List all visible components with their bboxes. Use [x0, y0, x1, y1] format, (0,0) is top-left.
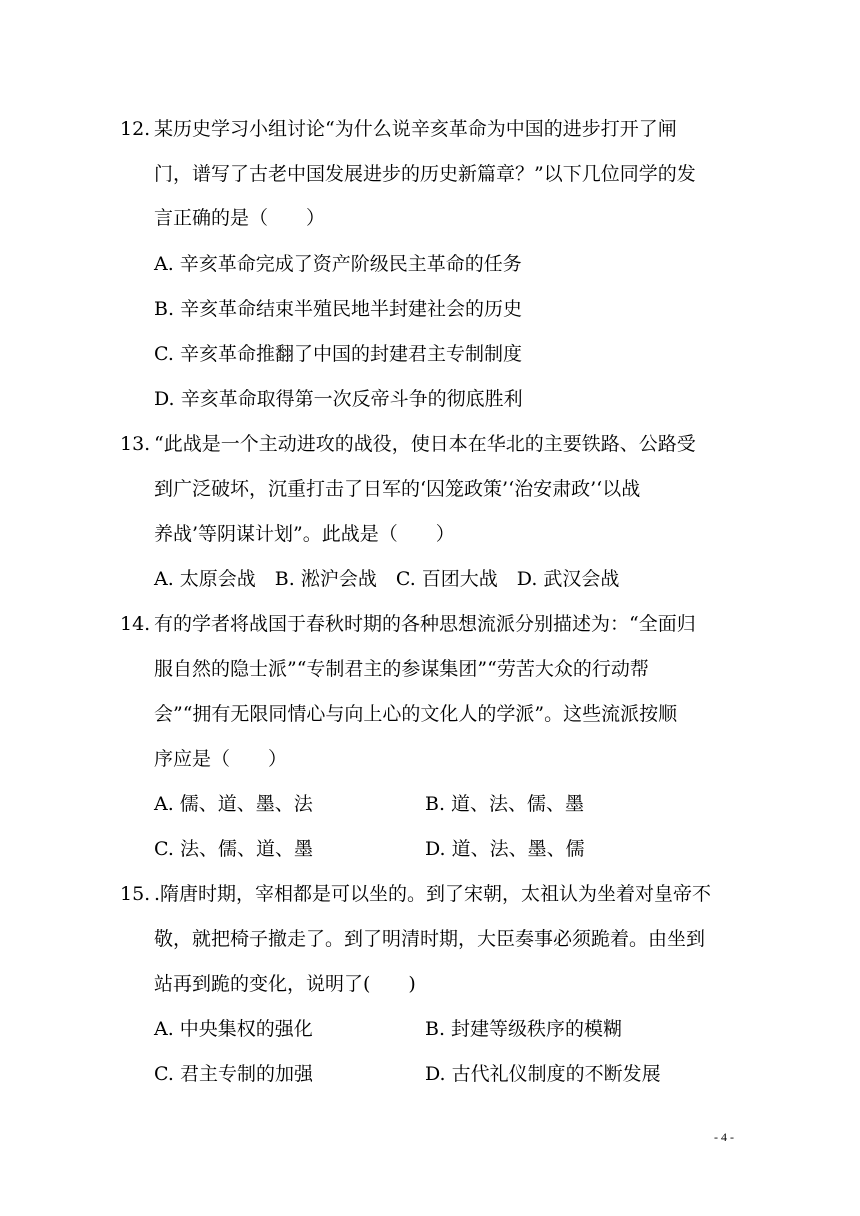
- page-number: - 4 -: [714, 1130, 734, 1144]
- option-a: A. 中央集权的强化: [154, 1018, 313, 1040]
- option-c: C. 辛亥革命推翻了中国的封建君主专制制度: [154, 343, 522, 365]
- question-text-line: 门，谱写了古老中国发展进步的历史新篇章？”以下几位同学的发: [154, 163, 696, 185]
- question-number: 13.: [120, 433, 151, 455]
- option-d: D. 辛亥革命取得第一次反帝斗争的彻底胜利: [154, 388, 523, 410]
- question-text-line: 会”“拥有无限同情心与向上心的文化人的学派”。这些流派按顺: [154, 703, 678, 725]
- option-a: A. 儒、道、墨、法: [154, 793, 313, 815]
- question-number: 12.: [120, 118, 151, 140]
- question-number: 14.: [120, 613, 151, 635]
- question-text-line: 序应是（ ）: [154, 748, 288, 770]
- question-text-line: 敬，就把椅子撤走了。到了明清时期，大臣奏事必须跪着。由坐到: [154, 928, 706, 950]
- question-text-line: 言正确的是（ ）: [154, 207, 326, 229]
- question-text-line: 某历史学习小组讨论“为什么说辛亥革命为中国的进步打开了闸: [154, 118, 677, 140]
- question-text-line: 有的学者将战国于春秋时期的各种思想流派分别描述为：“全面归: [154, 613, 696, 635]
- option-c: C. 君主专制的加强: [154, 1063, 313, 1085]
- option-a: A. 辛亥革命完成了资产阶级民主革命的任务: [154, 253, 522, 275]
- option-b: B. 辛亥革命结束半殖民地半封建社会的历史: [154, 298, 523, 320]
- option-d: D. 道、法、墨、儒: [425, 838, 585, 860]
- question-text-line: 服自然的隐士派”“专制君主的参谋集团”“劳苦大众的行动帮: [154, 658, 649, 680]
- question-text-line: 养战’等阴谋计划”。此战是（ ）: [154, 523, 455, 545]
- option-d: D. 古代礼仪制度的不断发展: [425, 1063, 661, 1085]
- question-text-line: 到广泛破坏，沉重打击了日军的‘囚笼政策’‘治安肃政’‘以战: [154, 478, 641, 500]
- options-row: A. 太原会战 B. 淞沪会战 C. 百团大战 D. 武汉会战: [154, 568, 620, 590]
- option-b: B. 道、法、儒、墨: [425, 793, 585, 815]
- question-number: 15.: [120, 883, 151, 905]
- option-b: B. 封建等级秩序的模糊: [425, 1018, 623, 1040]
- question-text-line: “此战是一个主动进攻的战役，使日本在华北的主要铁路、公路受: [154, 433, 696, 455]
- question-text-line: .隋唐时期，宰相都是可以坐的。到了宋朝，太祖认为坐着对皇帝不: [154, 883, 712, 905]
- option-c: C. 法、儒、道、墨: [154, 838, 313, 860]
- question-text-line: 站再到跪的变化，说明了( ): [154, 973, 416, 995]
